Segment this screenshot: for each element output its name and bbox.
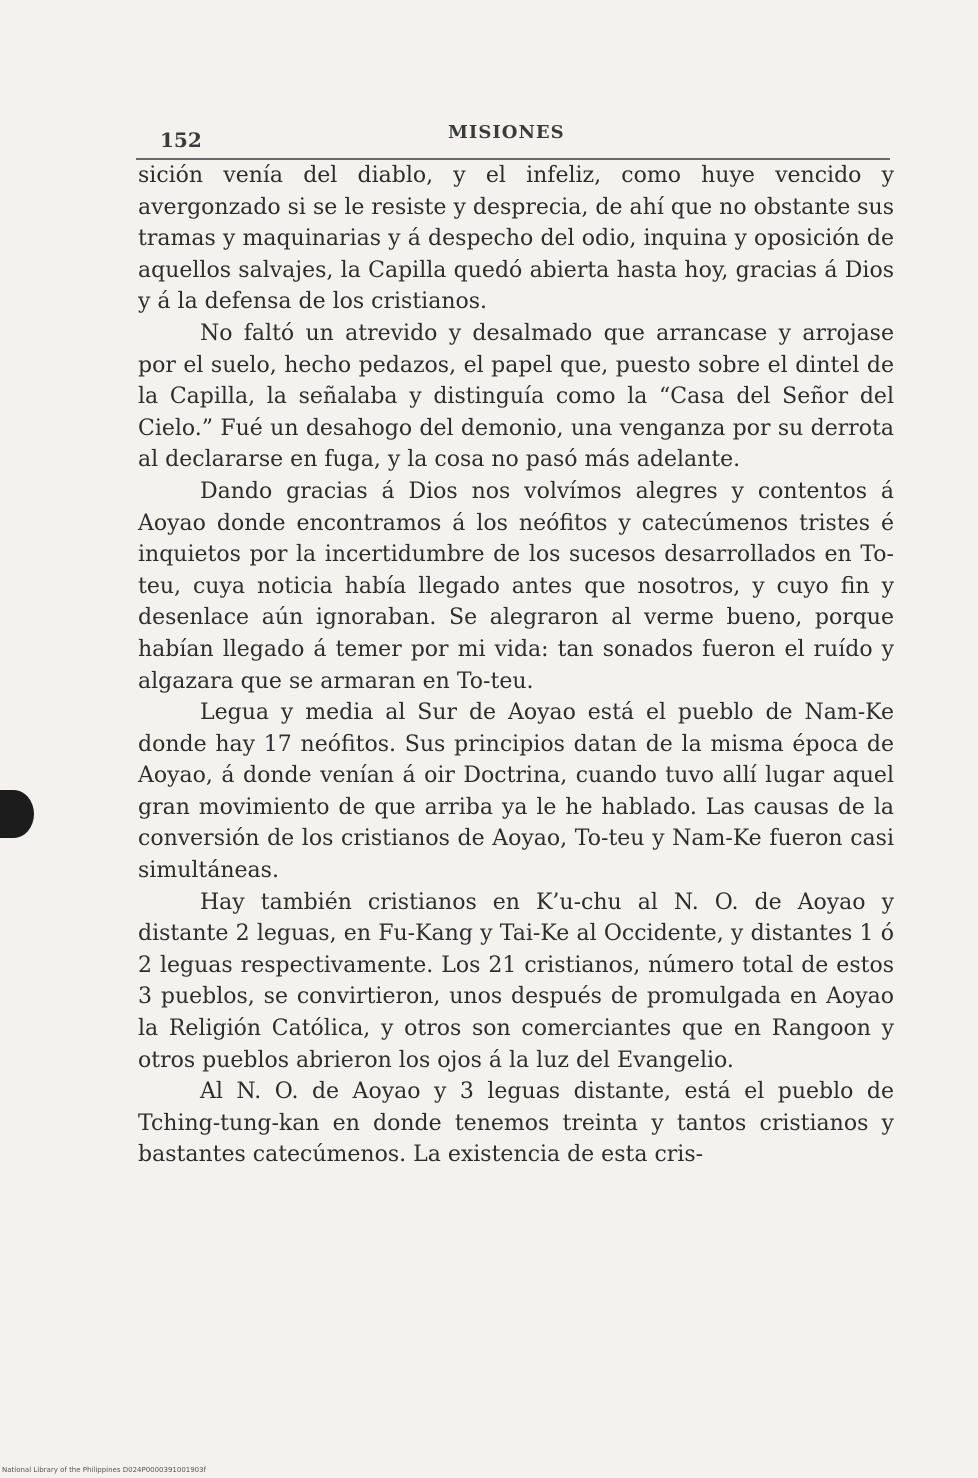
- paragraph-5: Hay también cristianos en K’u-chu al N. O. de Aoyao y distante 2 leguas, en Fu-Kang y Tai-Ke al Occidente, y distantes 1 ó 2 leguas respectivamente. Los 21 cristianos, número total de estos 3 pueblos, se convirtieron, unos después de promulgada en Aoyao la Religión Católica, y otros son comerciantes que en Rangoon y otros pueblos abrieron los ojos á la luz del Evangelio.: [138, 889, 894, 1073]
- page-number: 152: [160, 128, 202, 152]
- scan-edge-mark: [0, 790, 34, 838]
- running-head: MISIONES: [448, 122, 565, 143]
- body-text: [138, 160, 894, 1171]
- paragraph-1: sición venía del diablo, y el infeliz, como huye vencido y avergonzado si se le resiste y desprecia, de ahí que no obstante sus tramas y maquinarias y á despecho del odio, inquina y oposición de aquellos salvajes, la Capilla quedó abierta hasta hoy, gracias á Dios y á la defensa de los cristianos.: [138, 163, 894, 315]
- paragraph-2: No faltó un atrevido y desalmado que arrancase y arrojase por el suelo, hecho pedazos, el papel que, puesto sobre el dintel de la Capilla, la señalaba y distinguía como la “Casa del Señor del Cielo.” Fué un desahogo del demonio, una venganza por su derrota al declararse en fuga, y la cosa no pasó más adelante.: [138, 320, 894, 473]
- page-header: [136, 118, 890, 160]
- paragraph-4: Legua y media al Sur de Aoyao está el pueblo de Nam-Ke donde hay 17 neófitos. Sus principios datan de la misma época de Aoyao, á donde venían á oir Doctrina, cuando tuvo allí lugar aquel gran movimiento de que arriba ya le he hablado. Las causas de la conversión de los cristianos de Aoyao, To-teu y Nam-Ke fueron casi simultáneas.: [138, 700, 894, 884]
- paragraph-3: Dando gracias á Dios nos volvímos alegres y contentos á Aoyao donde encontramos á los neófitos y catecúmenos tristes é inquietos por la incertidumbre de los sucesos desarrollados en To-teu, cuya noticia había llegado antes que nosotros, y cuyo fin y desenlace aún ignoraban. Se alegraron al verme bueno, porque habían llegado á temer por mi vida: tan sonados fueron el ruído y algazara que se armaran en To-teu.: [138, 478, 894, 694]
- scan-credit: National Library of the Philippines D024P0000391001903f: [2, 1466, 207, 1474]
- paragraph-6: Al N. O. de Aoyao y 3 leguas distante, está el pueblo de Tching-tung-kan en donde tenemos treinta y tantos cristianos y bastantes catecúmenos. La existencia de esta cris-: [138, 1079, 894, 1168]
